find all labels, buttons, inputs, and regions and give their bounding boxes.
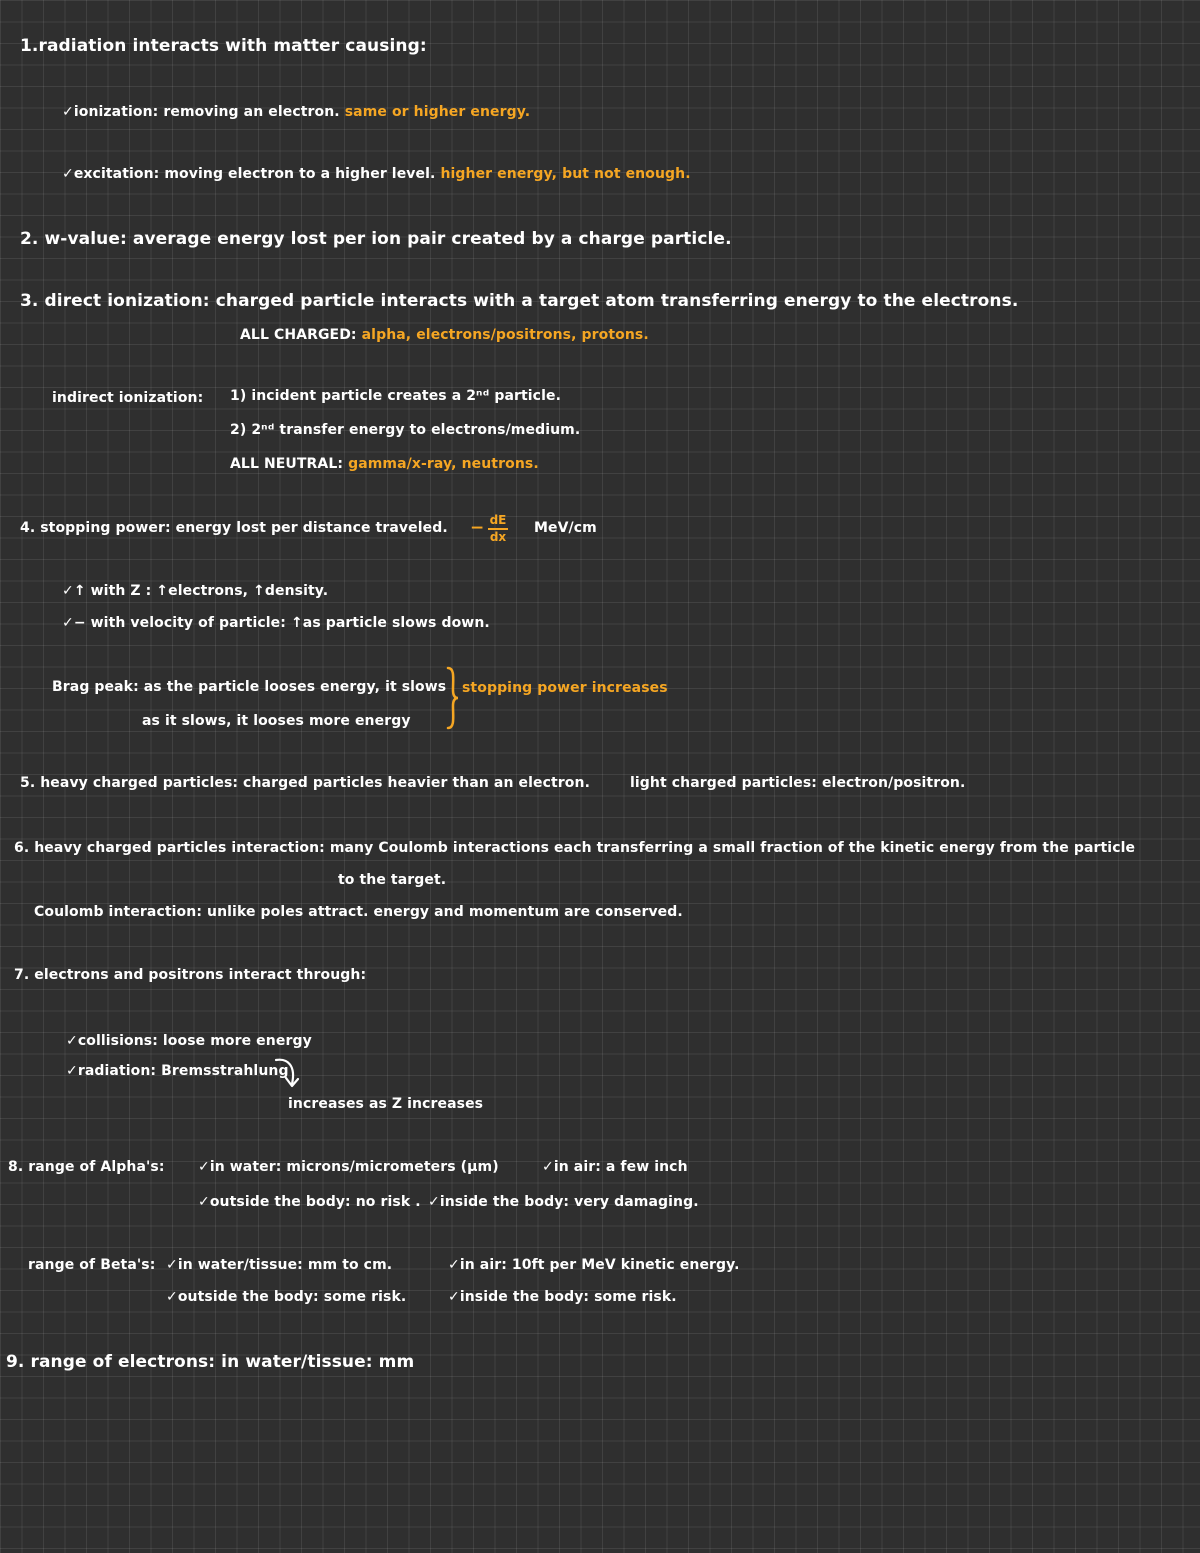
bragg-peak-line-1: Brag peak: as the particle looses energy, it slows	[52, 679, 447, 695]
alpha-inside-body: ✓inside the body: very damaging.	[428, 1194, 699, 1210]
all-charged-label: ALL CHARGED:	[240, 327, 357, 343]
collisions-bullet: ✓collisions: loose more energy	[66, 1033, 312, 1049]
section-1-title: 1.radiation interacts with matter causing:	[20, 36, 427, 56]
indirect-ionization-label: indirect ionization:	[52, 390, 204, 406]
excitation-line	[62, 166, 691, 182]
indirect-step-1: 1) incident particle creates a 2ⁿᵈ particle.	[230, 388, 561, 404]
curly-brace-icon	[446, 666, 460, 730]
alpha-in-air: ✓in air: a few inch	[542, 1159, 688, 1175]
bragg-peak-note: stopping power increases	[462, 680, 668, 696]
alpha-in-water: ✓in water: microns/micrometers (μm)	[198, 1159, 499, 1175]
all-neutral-line	[230, 456, 539, 472]
beta-in-air: ✓in air: 10ft per MeV kinetic energy.	[448, 1257, 740, 1273]
coulomb-interaction: Coulomb interaction: unlike poles attract. energy and momentum are conserved.	[34, 904, 683, 920]
alpha-outside-body: ✓outside the body: no risk .	[198, 1194, 421, 1210]
formula-sign: −	[470, 518, 485, 538]
radiation-bullet: ✓radiation: Bremsstrahlung	[66, 1063, 289, 1079]
excitation-note: higher energy, but not enough.	[440, 166, 691, 182]
stopping-power-bullet-z: ✓↑ with Z : ↑electrons, ↑density.	[62, 583, 329, 599]
section-3-direct-ionization: 3. direct ionization: charged particle interacts with a target atom transferring energy to the electrons.	[20, 291, 1019, 311]
formula-fraction	[488, 514, 508, 544]
bremsstrahlung-note: increases as Z increases	[288, 1096, 484, 1112]
section-9-range-electrons: 9. range of electrons: in water/tissue: mm	[6, 1352, 415, 1372]
all-neutral-list: gamma/x-ray, neutrons.	[348, 456, 539, 472]
all-charged-list: alpha, electrons/positrons, protons.	[361, 327, 649, 343]
formula-numerator: dE	[489, 513, 507, 527]
stopping-power-unit: MeV/cm	[534, 520, 597, 536]
section-2-w-value: 2. w-value: average energy lost per ion pair created by a charge particle.	[20, 229, 732, 249]
section-7-title: 7. electrons and positrons interact through:	[14, 967, 367, 983]
all-charged-line	[240, 327, 649, 343]
section-4-stopping-power: 4. stopping power: energy lost per distance traveled.	[20, 520, 448, 536]
indirect-step-2: 2) 2ⁿᵈ transfer energy to electrons/medium.	[230, 422, 581, 438]
all-neutral-label: ALL NEUTRAL:	[230, 456, 344, 472]
beta-inside-body: ✓inside the body: some risk.	[448, 1289, 677, 1305]
beta-outside-body: ✓outside the body: some risk.	[166, 1289, 407, 1305]
section-5-heavy-charged: 5. heavy charged particles: charged particles heavier than an electron.	[20, 775, 590, 791]
excitation-label: ✓excitation: moving electron to a higher level.	[62, 166, 436, 182]
section-6-interaction: 6. heavy charged particles interaction: many Coulomb interactions each transferring a small fraction of the kinetic energy from the particle	[14, 840, 1136, 856]
curved-arrow-icon	[274, 1058, 304, 1092]
stopping-power-bullet-velocity: ✓− with velocity of particle: ↑as particle slows down.	[62, 615, 490, 631]
light-charged-particles: light charged particles: electron/positron.	[630, 775, 966, 791]
range-beta-label: range of Beta's:	[28, 1257, 156, 1273]
section-6-continuation: to the target.	[338, 872, 447, 888]
beta-in-water: ✓in water/tissue: mm to cm.	[166, 1257, 393, 1273]
ionization-note: same or higher energy.	[344, 104, 531, 120]
formula-denominator: dx	[489, 530, 507, 544]
bragg-peak-line-2: as it slows, it looses more energy	[142, 713, 411, 729]
ionization-label: ✓ionization: removing an electron.	[62, 104, 340, 120]
ionization-line	[62, 104, 530, 120]
range-alpha-label: 8. range of Alpha's:	[8, 1159, 165, 1175]
